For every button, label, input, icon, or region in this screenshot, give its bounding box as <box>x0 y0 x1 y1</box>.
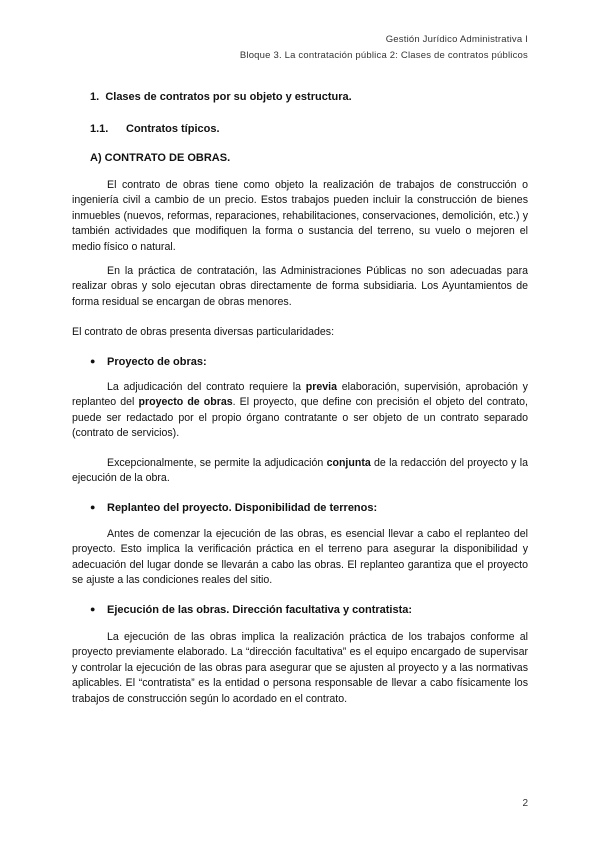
bullet-icon: ● <box>90 604 96 614</box>
text-run: elaboración, supervisión, aprobación y replanteo del <box>72 381 528 409</box>
paragraph-particularities: El contrato de obras presenta diversas particularidades: <box>72 326 335 338</box>
emphasis-previa: previa <box>305 381 337 393</box>
bullet-proyecto-obras <box>90 354 546 370</box>
header-block-title: Bloque 3. La contratación pública 2: Clases de contratos públicos <box>239 50 528 61</box>
paragraph-definition: El contrato de obras tiene como objeto la realización de trabajos de construcción o ingeniería civil a cambio de un precio. Estos trabajos pueden incluir la construcción de bienes inmuebles (nuevos, reformas, reparaciones, rehabilitaciones, conservaciones, demolición, etc.) y también actividades que modifiquen la forma o sustancia del terreno, su vuelo o mejoren el medio físico o natural. <box>72 179 528 253</box>
heading-text: Contratos típicos. <box>126 123 220 135</box>
text-run: Excepcionalmente, se permite la adjudicación <box>107 457 327 469</box>
bullet-text: Ejecución de las obras. Dirección facultativa y contratista: <box>107 604 413 616</box>
heading-number: 1. <box>90 91 100 103</box>
heading-number: 1.1. <box>90 123 109 135</box>
text-run: de la redacción del proyecto y la ejecución de la obra. <box>72 457 528 485</box>
section-heading-1-1 <box>90 122 546 137</box>
section-heading-a: A) CONTRATO DE OBRAS. <box>90 152 231 164</box>
bullet-icon: ● <box>90 356 96 366</box>
bullet-text: Proyecto de obras: <box>107 356 207 368</box>
heading-text: Clases de contratos por su objeto y estructura. <box>105 91 352 103</box>
page-number: 2 <box>522 798 528 809</box>
emphasis-conjunta: conjunta <box>326 457 371 469</box>
bullet-text: Replanteo del proyecto. Disponibilidad de terrenos: <box>107 502 378 514</box>
text-run: La adjudicación del contrato requiere la <box>107 381 306 393</box>
header-subject: Gestión Jurídico Administrativa I <box>385 34 528 45</box>
paragraph-proyecto <box>72 380 528 442</box>
bullet-ejecucion <box>90 602 546 618</box>
emphasis-proyecto-obras: proyecto de obras <box>138 396 233 409</box>
paragraph-replanteo: Antes de comenzar la ejecución de las obras, es esencial llevar a cabo el replanteo del proyecto. Esto implica la verificación práctica en el terreno para asegurar la disponibilidad y adecuación del lugar donde se llevarán a cabo las obras. El replanteo garantiza que el proyecto se ajuste a las condiciones reales del sitio. <box>72 528 528 587</box>
section-heading-1 <box>90 90 546 105</box>
paragraph-practice: En la práctica de contratación, las Administraciones Públicas no son adecuadas para realizar obras y solo ejecutan obras directamente de forma subsidiaria. Los Ayuntamientos de forma residual se encargan de obras menores. <box>72 265 528 308</box>
paragraph-excepcion <box>72 456 528 487</box>
text-run: . El proyecto, que define con precisión el objeto del contrato, puede ser redactado por el propio órgano contratante o ser objeto de un contrato separado (contrato de servicios). <box>72 396 528 440</box>
paragraph-ejecucion: La ejecución de las obras implica la realización práctica de los trabajos conforme al proyecto previamente elaborado. La “dirección facultativa” es el equipo encargado de supervisar y controlar la ejecución de las obras para asegurar que se ajusten al proyecto y a las normativas aplicables. El “contratista” es la entidad o persona responsable de llevar a cabo físicamente los trabajos de construcción según lo acordado en el contrato. <box>72 631 528 705</box>
bullet-icon: ● <box>90 502 96 512</box>
bullet-replanteo <box>90 500 546 516</box>
